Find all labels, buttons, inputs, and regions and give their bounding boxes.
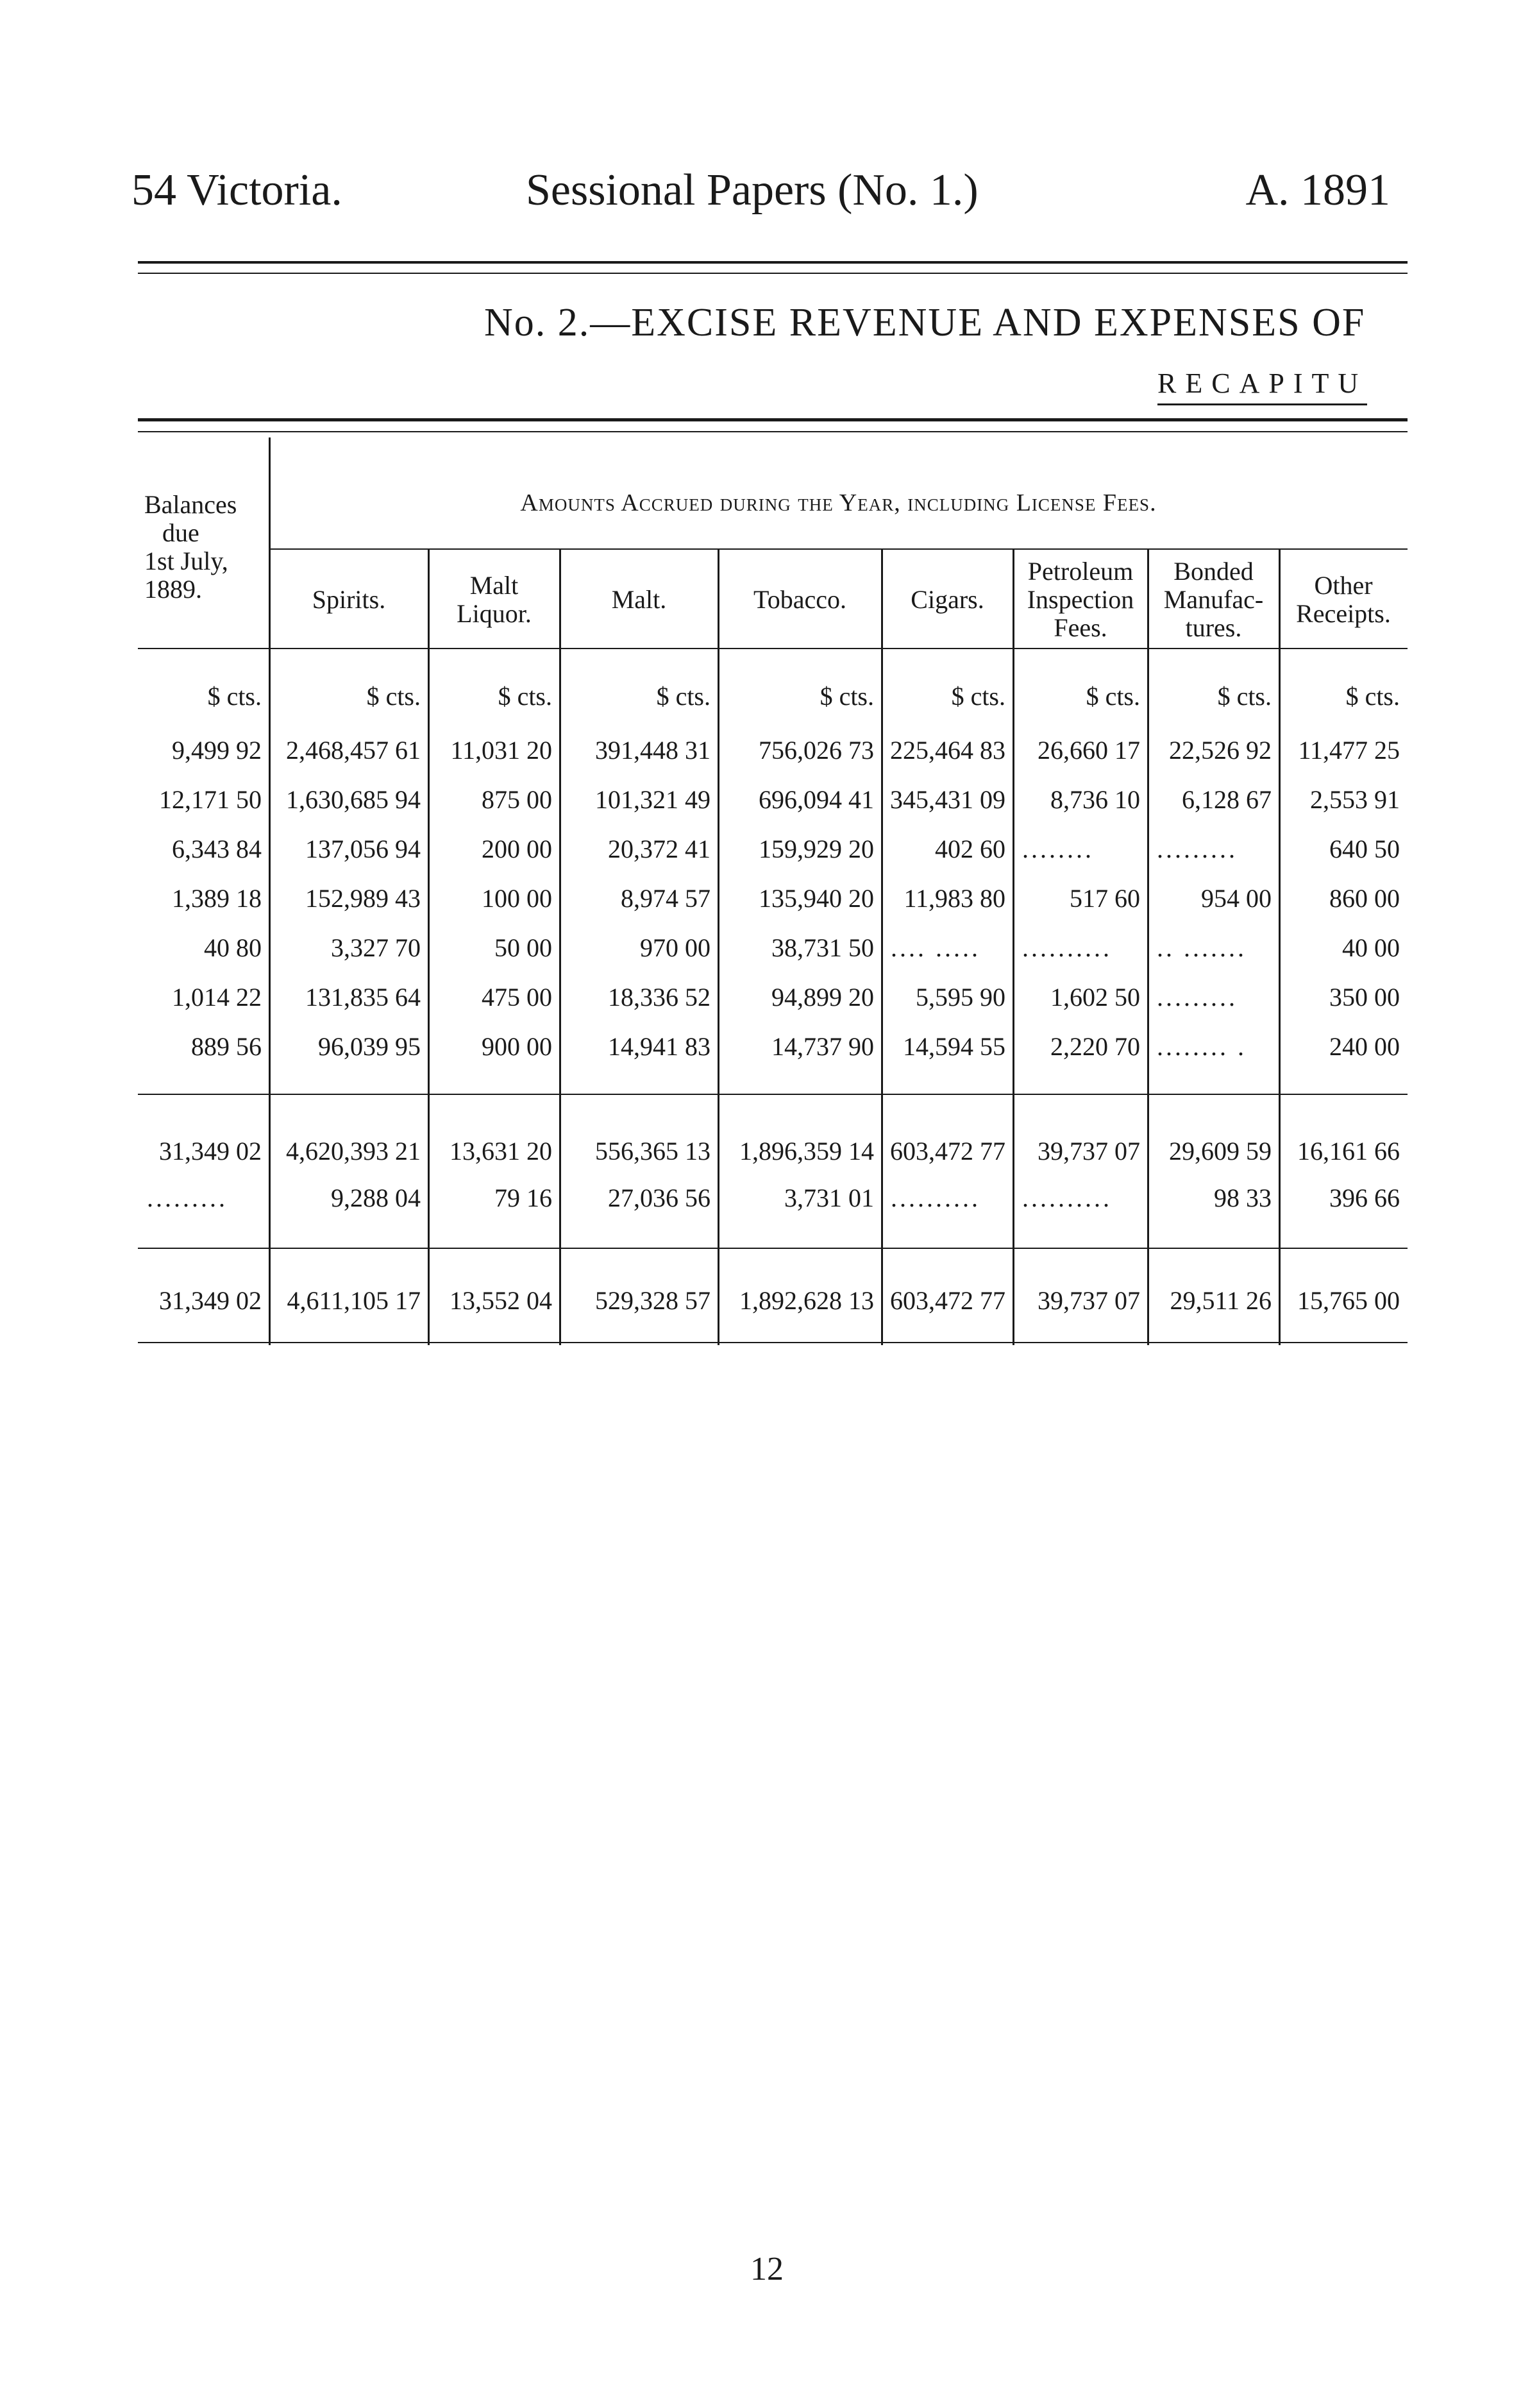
table-cell: 39,737 07 bbox=[1038, 1137, 1140, 1166]
column-header bbox=[269, 586, 428, 614]
column-divider bbox=[269, 437, 271, 1345]
table-cell: 2,468,457 61 bbox=[286, 736, 421, 765]
group-header-rule bbox=[269, 548, 1408, 550]
table-row bbox=[0, 1028, 1530, 1066]
table-cell: 8,974 57 bbox=[621, 884, 710, 913]
balances-header-line: 1889. bbox=[144, 575, 202, 604]
table-cell: 31,349 02 bbox=[159, 1286, 262, 1315]
table-cell: 11,031 20 bbox=[450, 736, 552, 765]
column-header-line: tures. bbox=[1185, 613, 1242, 642]
table-cell: 22,526 92 bbox=[1169, 736, 1272, 765]
column-header-line: Spirits. bbox=[312, 585, 386, 614]
table-cell: 14,941 83 bbox=[608, 1032, 710, 1061]
table-cell: 79 16 bbox=[494, 1183, 552, 1212]
table-cell: 16,161 66 bbox=[1297, 1137, 1400, 1166]
table-cell: 3,731 01 bbox=[784, 1183, 874, 1212]
table-cell: 27,036 56 bbox=[608, 1183, 710, 1212]
column-header-line: Cigars. bbox=[911, 585, 984, 614]
table-cell: 970 00 bbox=[640, 933, 710, 962]
table-cell: 517 60 bbox=[1070, 884, 1140, 913]
table-cell: 345,431 09 bbox=[890, 785, 1005, 814]
table-cell: 640 50 bbox=[1329, 835, 1400, 863]
table-cell: 29,511 26 bbox=[1170, 1286, 1272, 1315]
column-header-line: Fees. bbox=[1054, 613, 1107, 642]
column-header-line: Liquor. bbox=[457, 599, 532, 628]
balances-header-line: Balances bbox=[144, 490, 237, 519]
body-rule bbox=[138, 1094, 1408, 1095]
column-header-line: Petroleum bbox=[1027, 557, 1134, 586]
unit-label: $ cts. bbox=[951, 682, 1005, 711]
table-cell: 225,464 83 bbox=[890, 736, 1005, 765]
table-cell: 6,128 67 bbox=[1182, 785, 1272, 814]
table-cell: 159,929 20 bbox=[759, 835, 874, 863]
table-rule-top-thin bbox=[138, 431, 1408, 432]
table-cell: 20,372 41 bbox=[608, 835, 710, 863]
column-divider bbox=[881, 548, 883, 1345]
table-cell: 2,220 70 bbox=[1050, 1032, 1140, 1061]
column-header bbox=[1279, 572, 1408, 628]
table-cell: 402 60 bbox=[935, 835, 1005, 863]
column-header-line: Tobacco. bbox=[753, 585, 846, 614]
table-row bbox=[0, 731, 1530, 770]
table-cell: 4,620,393 21 bbox=[286, 1137, 421, 1166]
table-cell: 152,989 43 bbox=[305, 884, 421, 913]
table-cell: 603,472 77 bbox=[890, 1137, 1005, 1166]
column-header bbox=[1148, 557, 1279, 642]
unit-label: $ cts. bbox=[1345, 682, 1400, 711]
balances-header-line: due bbox=[162, 518, 199, 547]
unit-label: $ cts. bbox=[820, 682, 874, 711]
column-divider bbox=[718, 548, 719, 1345]
running-head-left: 54 Victoria. bbox=[131, 165, 342, 215]
table-cell: 12,171 50 bbox=[159, 785, 262, 814]
table-cell: 9,288 04 bbox=[331, 1183, 421, 1212]
table-title: No. 2.—EXCISE REVENUE AND EXPENSES OF bbox=[484, 301, 1366, 344]
column-header-line: Other bbox=[1314, 571, 1373, 600]
table-cell: 98 33 bbox=[1214, 1183, 1272, 1212]
table-cell: 350 00 bbox=[1329, 983, 1400, 1012]
column-header-line: Malt. bbox=[611, 585, 667, 614]
table-cell: 6,343 84 bbox=[172, 835, 262, 863]
totals-row bbox=[0, 1132, 1530, 1171]
table-cell: .......... bbox=[1022, 1183, 1112, 1212]
table-cell: 4,611,105 17 bbox=[287, 1286, 421, 1315]
table-cell: 1,389 18 bbox=[172, 884, 262, 913]
table-cell: .... ..... bbox=[891, 933, 980, 962]
head-rule-bottom bbox=[138, 273, 1408, 274]
deductions-row bbox=[0, 1179, 1530, 1217]
table-cell: 756,026 73 bbox=[759, 736, 874, 765]
table-row bbox=[0, 879, 1530, 918]
table-cell: 1,602 50 bbox=[1050, 983, 1140, 1012]
table-cell: 529,328 57 bbox=[595, 1286, 710, 1315]
table-cell: 1,892,628 13 bbox=[739, 1286, 874, 1315]
table-cell: 14,594 55 bbox=[903, 1032, 1005, 1061]
table-cell: 26,660 17 bbox=[1038, 736, 1140, 765]
table-cell: 13,552 04 bbox=[450, 1286, 552, 1315]
bottom-rule bbox=[138, 1342, 1408, 1343]
column-header-line: Bonded bbox=[1173, 557, 1254, 586]
table-cell: 11,983 80 bbox=[904, 884, 1005, 913]
table-cell: ......... bbox=[147, 1183, 228, 1212]
table-cell: .......... bbox=[891, 1183, 980, 1212]
table-cell: 18,336 52 bbox=[608, 983, 710, 1012]
table-cell: 3,327 70 bbox=[331, 933, 421, 962]
column-divider bbox=[1147, 548, 1149, 1345]
unit-label: $ cts. bbox=[366, 682, 421, 711]
column-header-line: Manufac- bbox=[1163, 585, 1264, 614]
page-number: 12 bbox=[750, 2251, 784, 2287]
table-cell: 40 00 bbox=[1342, 933, 1400, 962]
table-cell: 391,448 31 bbox=[595, 736, 710, 765]
column-header bbox=[1013, 557, 1148, 642]
running-head-center: Sessional Papers (No. 1.) bbox=[526, 165, 979, 215]
table-cell: 101,321 49 bbox=[595, 785, 710, 814]
table-cell: 556,365 13 bbox=[595, 1137, 710, 1166]
totals-rule bbox=[138, 1248, 1408, 1249]
table-cell: 15,765 00 bbox=[1297, 1286, 1400, 1315]
running-head-right: A. 1891 bbox=[1245, 165, 1390, 215]
table-row bbox=[0, 830, 1530, 869]
table-row bbox=[0, 781, 1530, 819]
table-cell: 696,094 41 bbox=[759, 785, 874, 814]
table-cell: 954 00 bbox=[1201, 884, 1272, 913]
table-cell: 475 00 bbox=[482, 983, 552, 1012]
table-cell: 875 00 bbox=[482, 785, 552, 814]
column-header-line: Receipts. bbox=[1296, 599, 1391, 628]
table-cell: 39,737 07 bbox=[1038, 1286, 1140, 1315]
table-cell: 96,039 95 bbox=[318, 1032, 421, 1061]
table-cell: 2,553 91 bbox=[1310, 785, 1400, 814]
column-header bbox=[428, 572, 560, 628]
column-divider bbox=[559, 548, 561, 1345]
table-cell: 31,349 02 bbox=[159, 1137, 262, 1166]
column-divider bbox=[1279, 548, 1281, 1345]
column-header bbox=[718, 586, 882, 614]
table-cell: 137,056 94 bbox=[305, 835, 421, 863]
table-row bbox=[0, 929, 1530, 967]
table-cell: 1,014 22 bbox=[172, 983, 262, 1012]
table-cell: ........ . bbox=[1157, 1032, 1247, 1061]
column-header-line: Malt bbox=[469, 571, 519, 600]
table-cell: 131,835 64 bbox=[305, 983, 421, 1012]
table-cell: 1,630,685 94 bbox=[286, 785, 421, 814]
column-divider bbox=[428, 548, 430, 1345]
head-rule-top bbox=[138, 261, 1408, 264]
table-cell: 11,477 25 bbox=[1298, 736, 1400, 765]
header-rule bbox=[138, 648, 1408, 649]
balances-header bbox=[144, 491, 266, 604]
table-cell: 9,499 92 bbox=[172, 736, 262, 765]
table-cell: 1,896,359 14 bbox=[739, 1137, 874, 1166]
unit-label: $ cts. bbox=[207, 682, 262, 711]
column-divider bbox=[1013, 548, 1014, 1345]
table-cell: 889 56 bbox=[191, 1032, 262, 1061]
table-cell: .. ....... bbox=[1157, 933, 1247, 962]
table-cell: 5,595 90 bbox=[916, 983, 1005, 1012]
column-header-line: Inspection bbox=[1027, 585, 1134, 614]
table-row bbox=[0, 978, 1530, 1017]
table-cell: 8,736 10 bbox=[1050, 785, 1140, 814]
unit-label: $ cts. bbox=[1217, 682, 1272, 711]
table-cell: 38,731 50 bbox=[771, 933, 874, 962]
table-cell: ......... bbox=[1157, 835, 1238, 863]
table-cell: 40 80 bbox=[204, 933, 262, 962]
table-cell: 396 66 bbox=[1329, 1183, 1400, 1212]
table-cell: .......... bbox=[1022, 933, 1112, 962]
net-row bbox=[0, 1282, 1530, 1320]
amounts-group-header: Amounts Accrued during the Year, including License Fees. bbox=[520, 489, 1157, 516]
unit-label: $ cts. bbox=[1086, 682, 1140, 711]
table-cell: 603,472 77 bbox=[890, 1286, 1005, 1315]
table-cell: 200 00 bbox=[482, 835, 552, 863]
balances-header-line: 1st July, bbox=[144, 547, 228, 575]
table-cell: 100 00 bbox=[482, 884, 552, 913]
unit-label: $ cts. bbox=[498, 682, 552, 711]
column-header bbox=[560, 586, 718, 614]
table-cell: 29,609 59 bbox=[1169, 1137, 1272, 1166]
table-rule-top bbox=[138, 418, 1408, 421]
table-subtitle: RECAPITU bbox=[1157, 367, 1367, 405]
column-header bbox=[882, 586, 1013, 614]
table-cell: 900 00 bbox=[482, 1032, 552, 1061]
table-cell: 50 00 bbox=[494, 933, 552, 962]
table-cell: 860 00 bbox=[1329, 884, 1400, 913]
table-cell: ......... bbox=[1157, 983, 1238, 1012]
table-cell: 135,940 20 bbox=[759, 884, 874, 913]
table-cell: 94,899 20 bbox=[771, 983, 874, 1012]
table-cell: 13,631 20 bbox=[450, 1137, 552, 1166]
table-cell: 14,737 90 bbox=[771, 1032, 874, 1061]
unit-label: $ cts. bbox=[656, 682, 710, 711]
table-cell: ........ bbox=[1022, 835, 1094, 863]
table-cell: 240 00 bbox=[1329, 1032, 1400, 1061]
